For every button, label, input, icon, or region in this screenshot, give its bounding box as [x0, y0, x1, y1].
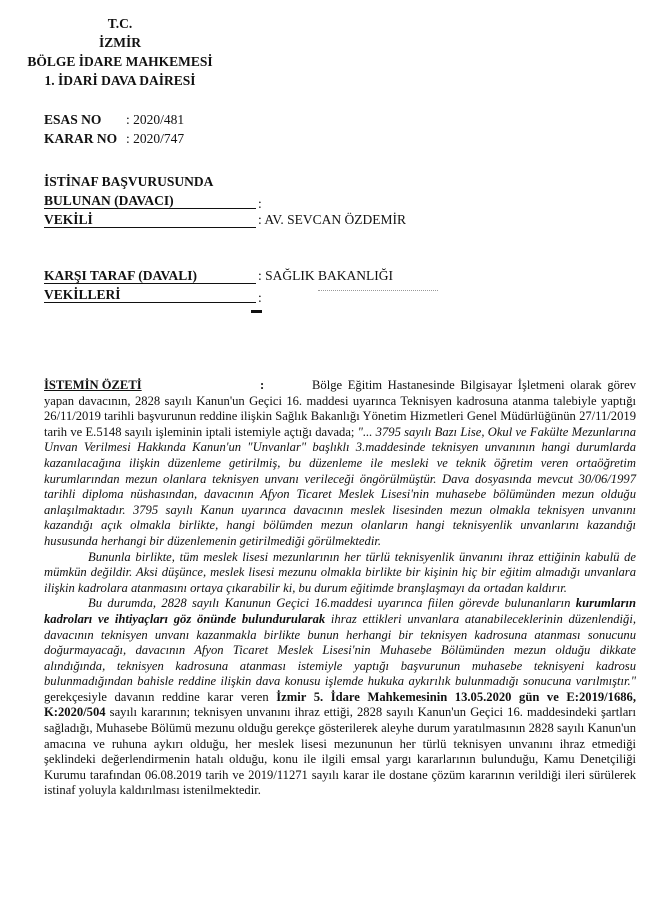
redacted-mark	[318, 290, 438, 292]
respondent-label: KARŞI TARAF (DAVALI)	[44, 268, 198, 283]
esas-label: ESAS NO	[44, 112, 102, 127]
appellant-underline	[44, 208, 256, 209]
appellant-colon: :	[258, 196, 262, 211]
summary-paragraph-3	[44, 596, 636, 799]
summary-colon: :	[260, 378, 265, 392]
appellant-label-line2: BULUNAN (DAVACI)	[44, 193, 174, 208]
header-line-court: BÖLGE İDARE MAHKEMESİ	[27, 54, 213, 69]
respondent-underline	[44, 283, 256, 284]
karar-row	[44, 129, 184, 148]
redaction-bar	[251, 310, 262, 313]
summary-p3-b: ihraz ettikleri unvanlara atanabileceklerinin düzenlendiği, davacının teknisyen unvanı kazanmakla birlikte bunun herhangi bir teknisyen kadrosuna atanması sonucunu doğurmayacağı, davacının Afyon Ticaret Meslek Lisesi'nin Muhasebe Bölümünden mezun olduğu dikkate alındığında, teknisyen kadrosuna atanması istemiyle yaptığı başvurunun muhasebe teknisyeni kadrosu bulunmadığından bahisle reddine ilişkin dava konusu işlemde hukuka aykırılık bulunmadığı sonucuna varılmıştır."	[44, 611, 636, 689]
case-numbers	[44, 110, 184, 148]
esas-value: : 2020/481	[126, 112, 185, 127]
counsel-label: VEKİLİ	[44, 212, 93, 227]
summary-p3-court: İzmir 5. İdare Mahkemesinin 13.05.2020 gün ve E:2019/1686, K:2020/504	[44, 689, 636, 720]
counsel-underline	[44, 227, 256, 228]
summary-p1-start: Bölge Eğitim Hastanesinde Bilgisayar İşletmeni olarak görev yapan davacının, 2828 sayılı Kanun'un Geçici 16. maddesi uyarınca Teknisyen kadrosuna atanma talebiyle yaptığı 26/11/2019 tarihli başvurunun reddine ilişkin Sağlık Bakanlığı Yönetim Hizmetleri Genel Müdürlüğünün 27/11/2019 tarih ve E.5148 sayılı işleminin iptali istemiyle açtığı davada;	[44, 378, 636, 439]
summary-p3-bold: kurumların kadroları ve ihtiyaçları göz önünde bulundurularak	[44, 596, 636, 626]
respondent-counsel-colon: :	[258, 290, 262, 305]
request-summary	[44, 378, 636, 799]
summary-paragraph-1	[44, 378, 636, 550]
respondent-counsel-label: VEKİLLERİ	[44, 287, 121, 302]
summary-p1-quote: "... 3795 sayılı Bazı Lise, Okul ve Fakülte Mezunlarına Unvan Verilmesi Hakkında Kanun'un "Unvanlar" başlıklı 3.maddesinde teknisyen unvanının hangi durumlarda kazanılacağına ilişkin düzenleme getirilmiş, bu düzenleme ile mesleki ve teknik öğretim veren ortaöğretim kurumlarından mezun olanlara teknisyen unvanı verileceği öngörülmüştür. Dava dosyasında mevcut 30/06/1997 tarihli diploma nüshasından, davacının Afyon Ticaret Meslek Lisesi'nin muhasebe bölümünden mezun olduğu anlaşılmaktadır. 3795 sayılı Kanun uyarınca davacının meslek lisesinden mezun olmakla teknisyen unvanını kazandığı açık olmakla birlikte, hangi bölümden mezun olanların hangi teknisyenlik unvanlarını kazandığı hususunda herhangi bir düzenlemenin getirilmediği görülmektedir.	[44, 424, 636, 548]
counsel-value: : AV. SEVCAN ÖZDEMİR	[258, 212, 407, 227]
karar-value: : 2020/747	[126, 131, 185, 146]
respondent-value: : SAĞLIK BAKANLIĞI	[258, 268, 393, 283]
summary-p3-c: gerekçesiyle davanın reddine karar veren	[44, 689, 277, 704]
summary-heading: İSTEMİN ÖZETİ	[44, 378, 142, 392]
header-line-chamber: 1. İDARİ DAVA DAİRESİ	[44, 73, 196, 88]
appellant-label-line1: İSTİNAF BAŞVURUSUNDA	[44, 174, 214, 189]
summary-p3-a: Bu durumda, 2828 sayılı Kanunun Geçici 16.maddesi uyarınca fiilen görevde bulunanların	[88, 596, 576, 611]
summary-p3-d: sayılı kararının; teknisyen unvanını ihraz ettiği, 2828 sayılı Kanun'un Geçici 16. maddesindeki şartları sağladığı, Muhasebe Bölümü mezunu olduğu gerekçe gösterilerek aleyhe durum yaratılmasının 2828 sayılı Kanun'un amacına ve ruhuna aykırı olduğu, her meslek lisesi mezununun her türlü teknisyen unvanını ihraz etmediği şeklindeki değerlendirmenin hatalı olduğu, konu ile ilgili emsal yargı kararlarının bulunduğu, Kamu Denetçiliği Kurumu tarafından 06.08.2019 tarih ve 2019/11271 sayılı karar ile dostane çözüm kararının verildiği ileri sürülerek istinaf yoluyla kaldırılması istenilmektedir.	[44, 705, 636, 798]
header-line-tc: T.C.	[107, 16, 133, 31]
karar-label: KARAR NO	[44, 131, 118, 146]
summary-paragraph-2: Bununla birlikte, tüm meslek lisesi mezunlarının her türlü teknisyenlik ünvanını ihraz ettiğinin kabulü de mümkün değildir. Aksi düşünce, meslek lisesi mezunu olmakla birlikte bir kişinin hiç bir eğitim almadığı unvanlara ilişkin kadrolara atanmasını ortaya çıkarabilir ki, bu durum eğitimde branşlaşmayı da ortadan kaldırır.	[44, 549, 636, 595]
header-line-city: İZMİR	[98, 35, 141, 50]
court-header	[0, 14, 240, 90]
respondent-counsel-underline	[44, 302, 256, 303]
esas-row	[44, 110, 184, 129]
